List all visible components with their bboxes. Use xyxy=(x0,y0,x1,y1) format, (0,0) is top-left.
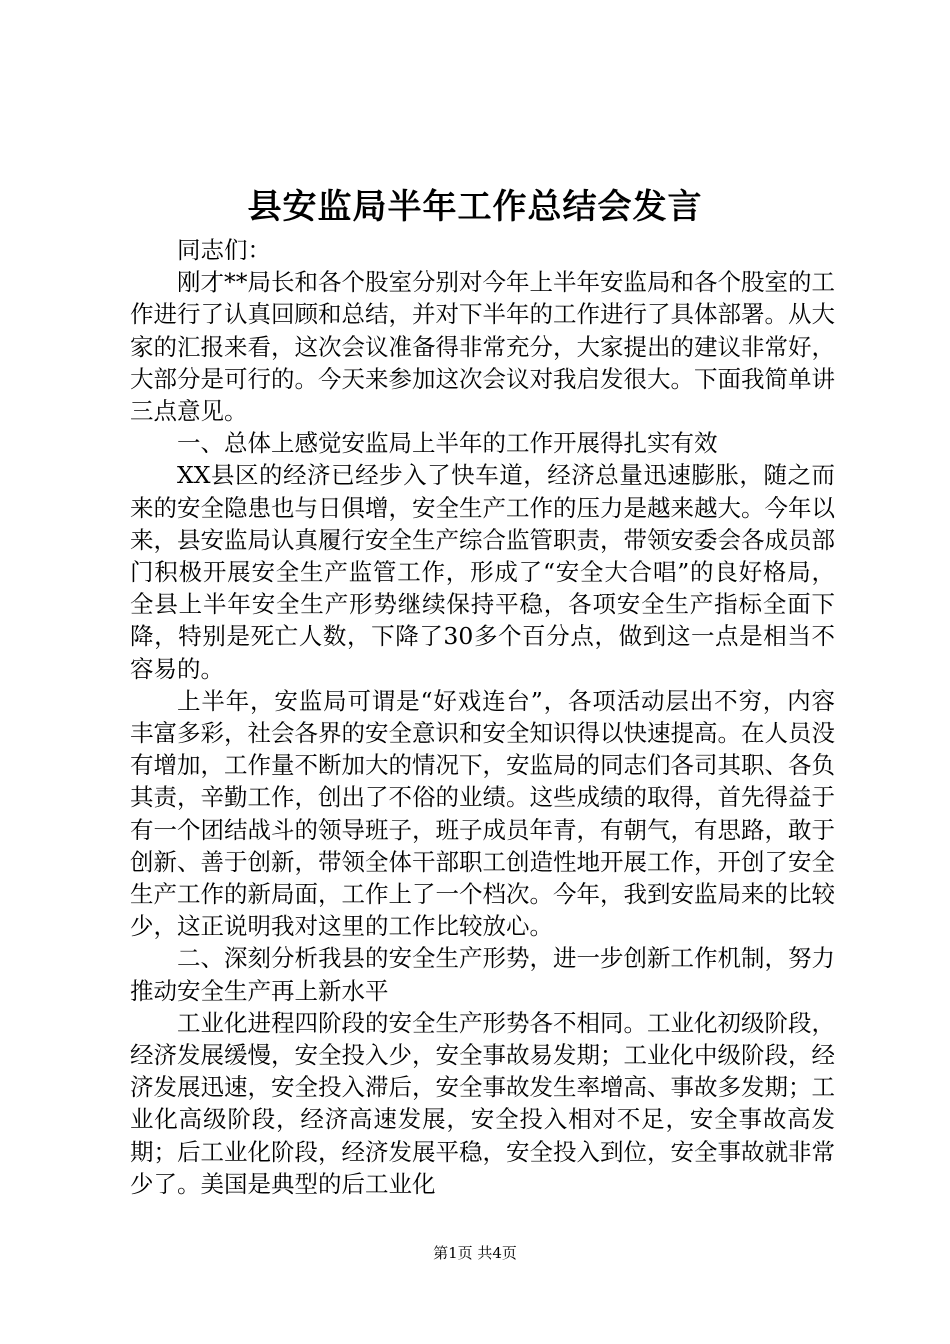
section-heading: 二、深刻分析我县的安全生产形势，进一步创新工作机制，努力推动安全生产再上新水平 xyxy=(130,944,835,1005)
body-paragraph: 上半年，安监局可谓是“好戏连台”，各项活动层出不穷，内容丰富多彩，社会各界的安全意识和安全知识得以快速提高。在人员没有增加，工作量不断加大的情况下，安监局的同志们各司其职、各负其责，辛勤工作，创出了不俗的业绩。这些成绩的取得，首先得益于有一个团结战斗的领导班子，班子成员年青，有朝气，有思路，敢于创新、善于创新，带领全体干部职工创造性地开展工作，开创了安全生产工作的新局面，工作上了一个档次。今年，我到安监局来的比较少，这正说明我对这里的工作比较放心。 xyxy=(130,686,835,941)
document-title: 县安监局半年工作总结会发言 xyxy=(247,187,703,227)
greeting-paragraph: 同志们： xyxy=(177,236,271,264)
section-heading: 一、总体上感觉安监局上半年的工作开展得扎实有效 xyxy=(177,429,718,458)
body-paragraph: XX县区的经济已经步入了快车道，经济总量迅速膨胀，随之而来的安全隐患也与日俱增，安全生产工作的压力是越来越大。今年以来，县安监局认真履行安全生产综合监管职责，带领安委会各成员部门积极开展安全生产监管工作，形成了“安全大合唱”的良好格局，全县上半年安全生产形势继续保持平稳，各项安全生产指标全面下降，特别是死亡人数，下降了30多个百分点，做到这一点是相当不容易的。 xyxy=(130,461,835,683)
body-paragraph: 刚才**局长和各个股室分别对今年上半年安监局和各个股室的工作进行了认真回顾和总结，并对下半年的工作进行了具体部署。从大家的汇报来看，这次会议准备得非常充分，大家提出的建议非常好，大部分是可行的。今天来参加这次会议对我启发很大。下面我简单讲三点意见。 xyxy=(130,268,835,426)
document-body xyxy=(130,234,835,1200)
page-footer: 第1页 共4页 xyxy=(433,1244,517,1262)
body-paragraph: 工业化进程四阶段的安全生产形势各不相同。工业化初级阶段，经济发展缓慢，安全投入少，安全事故易发期；工业化中级阶段，经济发展迅速，安全投入滞后，安全事故发生率增高、事故多发期；工业化高级阶段，经济高速发展，安全投入相对不足，安全事故高发期；后工业化阶段，经济发展平稳，安全投入到位，安全事故就非常少了。美国是典型的后工业化 xyxy=(130,1008,835,1198)
